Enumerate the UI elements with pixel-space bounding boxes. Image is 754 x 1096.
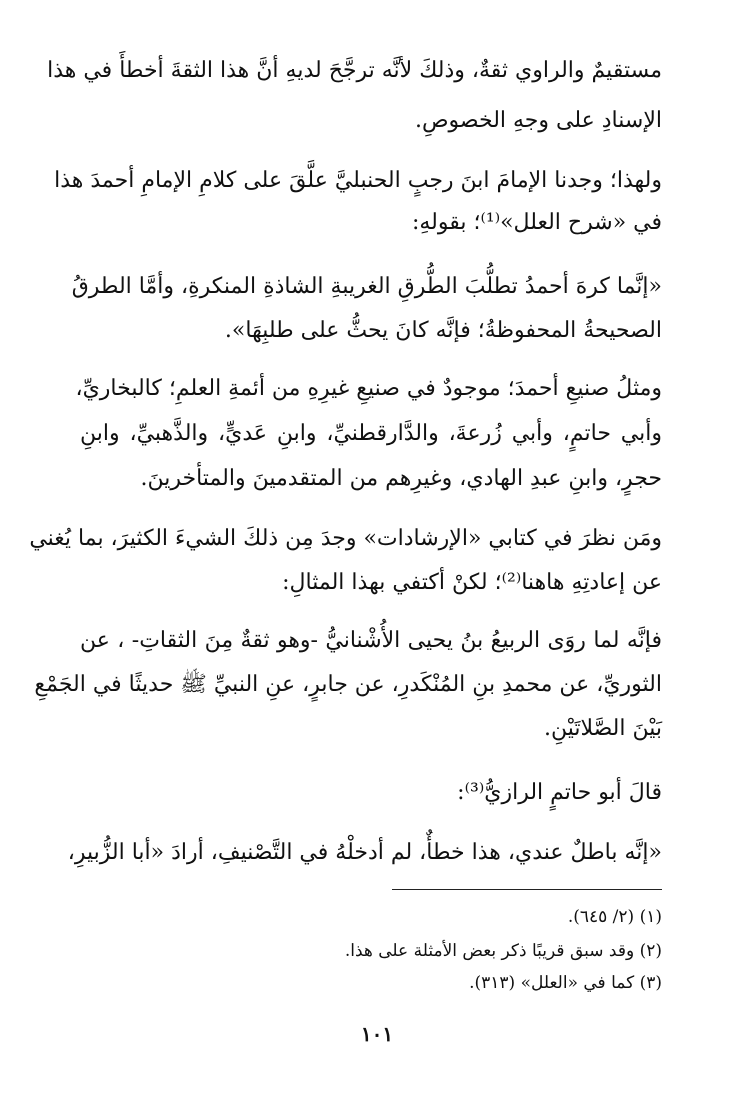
text-line: الثوريِّ، عن محمدِ بنِ المُنْكَدرِ، عن جابرٍ، عنِ النبيِّ ﷺ حديثًا في الجَمْعِ bbox=[34, 672, 662, 697]
quote-line: «إنَّما كرهَ أحمدُ تطلُّبَ الطُّرقِ الغريبةِ الشاذةِ المنكرةِ، وأمَّا الطرقُ bbox=[71, 274, 662, 299]
text-line: ومثلُ صنيعِ أحمدَ؛ موجودٌ في صنيعِ غيرِهِ من أئمةِ العلمِ؛ كالبخاريِّ، bbox=[75, 376, 662, 401]
text-line: ولهذا؛ وجدنا الإمامَ ابنَ رجبٍ الحنبليَّ علَّقَ على كلامِ الإمامِ أحمدَ هذا bbox=[54, 168, 662, 193]
text-line: حجرٍ، وابنِ عبدِ الهادي، وغيرِهم من المتقدمينَ والمتأخرينَ. bbox=[140, 466, 662, 491]
text-line: بَيْنَ الصَّلاتَيْنِ. bbox=[543, 716, 662, 741]
page-number: ١٠١ bbox=[360, 1022, 394, 1046]
text-line: مستقيمٌ والراوي ثقةٌ، وذلكَ لأنَّه ترجَّحَ لديهِ أنَّ هذا الثقةَ أخطأَ في هذا bbox=[47, 58, 662, 83]
footnote-separator bbox=[392, 889, 662, 890]
text-line: الإسنادِ على وجهِ الخصوصِ. bbox=[414, 108, 662, 133]
footnote-3: (٣) كما في «العلل» (٣١٣). bbox=[469, 973, 662, 993]
text-line: في «شرح العلل»⁽¹⁾؛ بقولهِ: bbox=[411, 210, 662, 235]
quote-line: «إنَّه باطلٌ عندي، هذا خطأٌ، لم أدخلْهُ في التَّصْنيفِ، أرادَ «أبا الزُّبيرِ، bbox=[67, 840, 662, 865]
quote-line: الصحيحةُ المحفوظةُ؛ فإنَّه كانَ يحثُّ على طلبِهَا». bbox=[224, 318, 662, 343]
text-line: وأبي حاتمٍ، وأبي زُرعةَ، والدَّارقطنيِّ، وابنِ عَديٍّ، والذَّهبيِّ، وابنِ bbox=[80, 421, 662, 446]
text-line: ومَن نظرَ في كتابي «الإرشادات» وجدَ مِن ذلكَ الشيءَ الكثيرَ، بما يُغني bbox=[29, 526, 662, 551]
footnote-1: (١) (٢/ ٦٤٥). bbox=[567, 907, 662, 927]
text-line: قالَ أبو حاتمٍ الرازيُّ⁽³⁾: bbox=[457, 780, 662, 805]
footnote-2: (٢) وقد سبق قريبًا ذكر بعض الأمثلة على هذا. bbox=[344, 941, 662, 961]
text-line: فإنَّه لما روَى الربيعُ بنُ يحيى الأُشْنانيُّ -وهو ثقةٌ مِنَ الثقاتِ- ، عن bbox=[80, 628, 662, 653]
text-line: عن إعادتِهِ هاهنا⁽²⁾؛ لكنْ أكتفي بهذا المثالِ: bbox=[282, 570, 662, 595]
